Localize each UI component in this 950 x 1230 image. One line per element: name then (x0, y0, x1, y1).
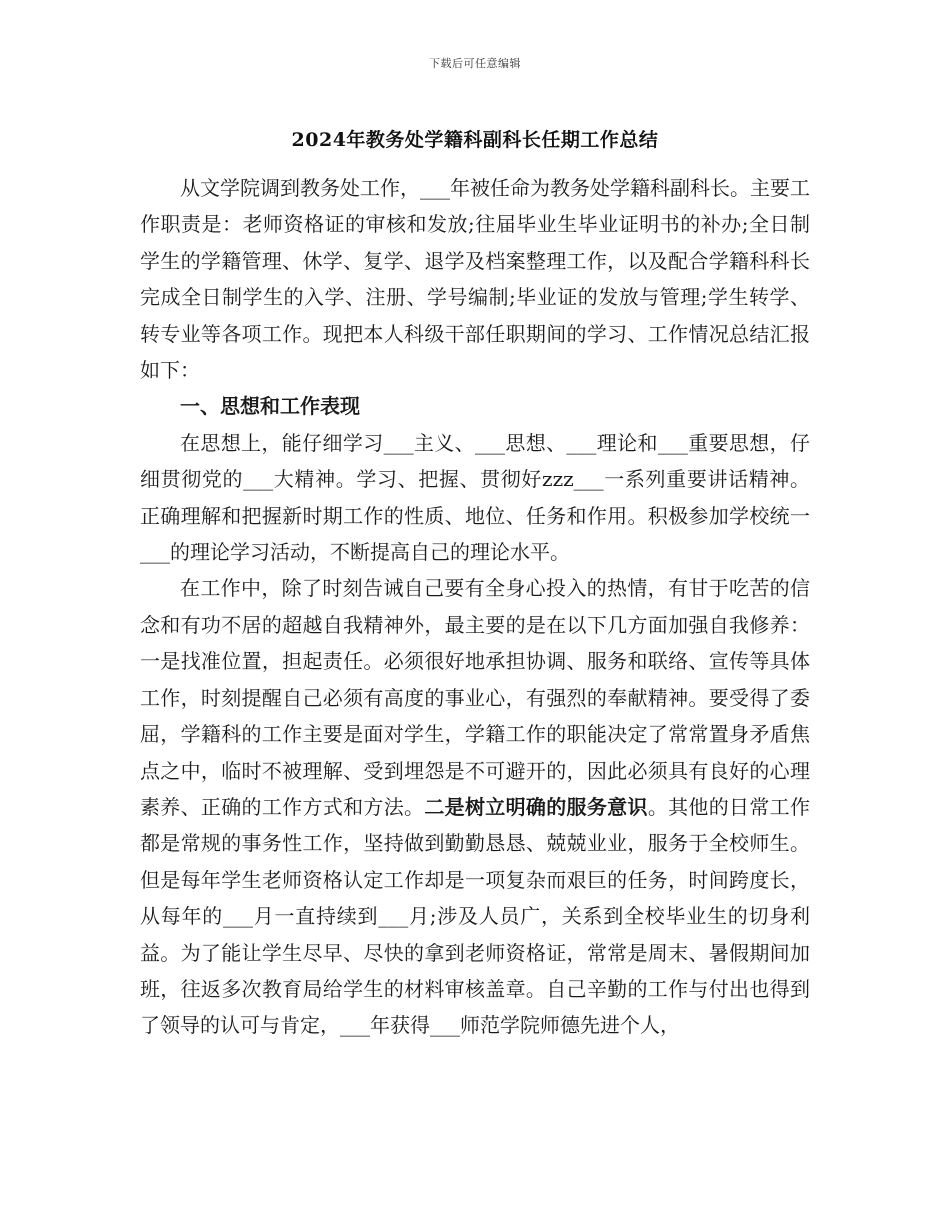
header-note: 下载后可任意编辑 (429, 57, 521, 70)
work-paragraph-part1: 在工作中，除了时刻告诫自己要有全身心投入的热情，有甘于吃苦的信念和有功不居的超越自我精神外，最主要的是在以下几方面加强自我修养：一是找准位置，担起责任。必须很好地承担协调、服务和联络、宣传等具体工作，时刻提醒自己必须有高度的事业心，有强烈的奉献精神。要受得了委屈，学籍科的工作主要是面对学生，学籍工作的职能决定了常常置身矛盾焦点之中，临时不被理解、受到埋怨是不可避开的，因此必须具有良好的心理素养、正确的工作方式和方法。 (140, 576, 810, 819)
section-heading: 一、思想和工作表现 (180, 394, 360, 419)
document-body (140, 170, 810, 1044)
document-title: 2024年教务处学籍科副科长任期工作总结 (291, 129, 659, 151)
intro-paragraph: 从文学院调到教务处工作，___年被任命为教务处学籍科副科长。主要工作职责是：老师资格证的审核和发放;往届毕业生毕业证明书的补办;全日制学生的学籍管理、休学、复学、退学及档案整理工作，以及配合学籍科科长完成全日制学生的入学、注册、学号编制;毕业证的发放与管理;学生转学、转专业等各项工作。现把本人科级干部任职期间的学习、工作情况总结汇报如下： (140, 176, 810, 383)
thought-paragraph: 在思想上，能仔细学习___主义、___思想、___理论和___重要思想，仔细贯彻党的___大精神。学习、把握、贯彻好zzz___一系列重要讲话精神。正确理解和把握新时期工作的性质、地位、任务和作用。积极参加学校统一___的理论学习活动，不断提高自己的理论水平。 (140, 430, 810, 565)
work-paragraph-bold: 二是树立明确的服务意识 (424, 794, 648, 819)
work-paragraph-part2: 。其他的日常工作都是常规的事务性工作，坚持做到勤勤恳恳、兢兢业业，服务于全校师生。但是每年学生老师资格认定工作却是一项复杂而艰巨的任务，时间跨度长，从每年的___月一直持续到___月;涉及人员广，关系到全校毕业生的切身利益。为了能让学生尽早、尽快的拿到老师资格证，常常是周末、暑假期间加班，往返多次教育局给学生的材料审核盖章。自己辛勤的工作与付出也得到了领导的认可与肯定，___年获得___师范学院师德先进个人， (140, 794, 810, 1038)
work-paragraph (140, 570, 810, 1043)
